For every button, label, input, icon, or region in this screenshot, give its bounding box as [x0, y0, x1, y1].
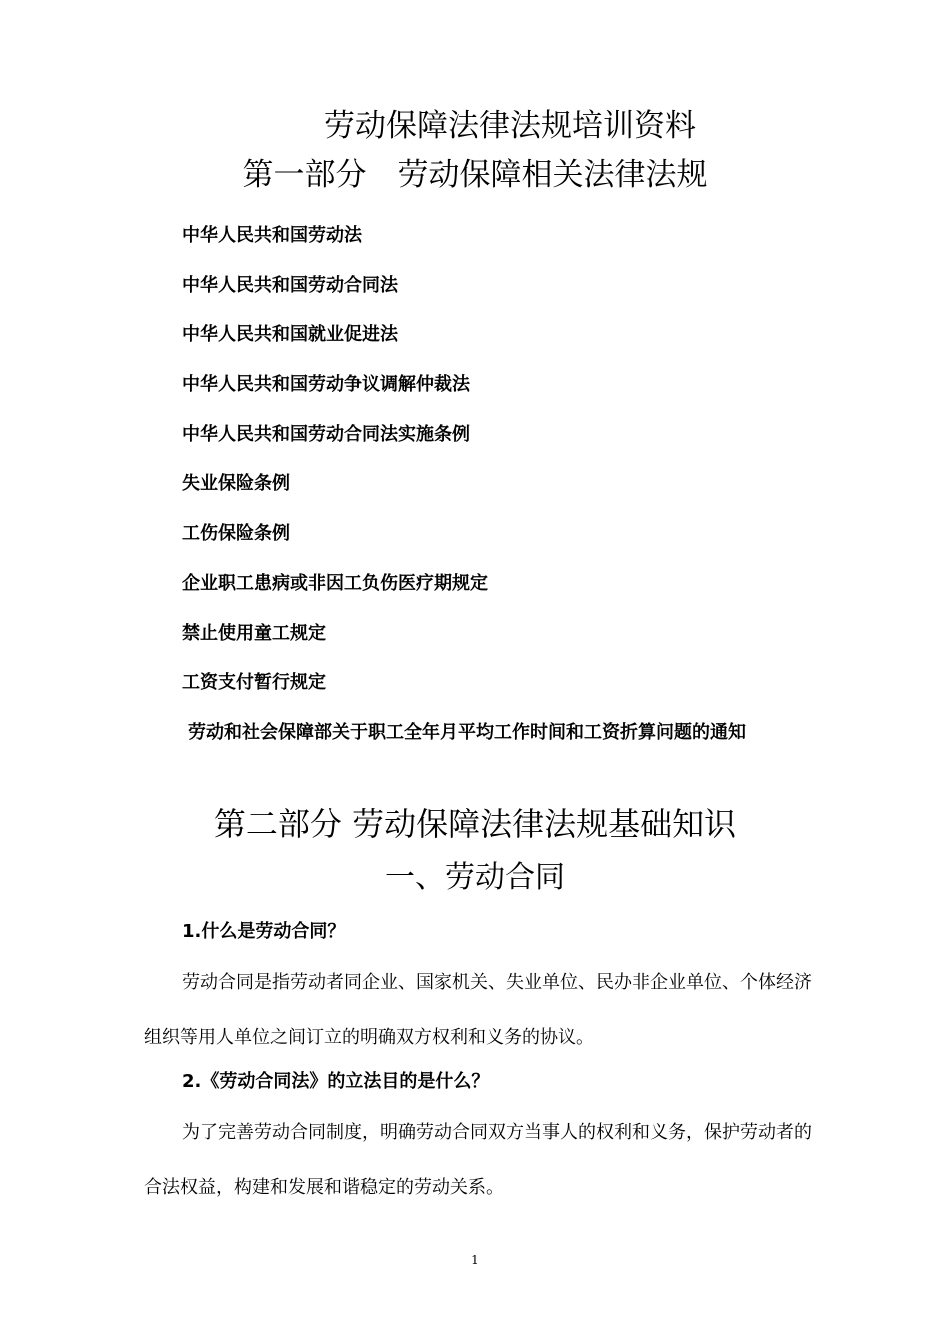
answer-paragraph: 为了完善劳动合同制度，明确劳动合同双方当事人的权利和义务，保护劳动者的合法权益，构建和发展和谐稳定的劳动关系。	[144, 1122, 812, 1198]
list-item: 中华人民共和国劳动合同法	[182, 274, 398, 296]
list-item: 中华人民共和国劳动法	[182, 225, 362, 246]
list-item: 工资支付暂行规定	[182, 672, 326, 694]
part2-heading: 第二部分 劳动保障法律法规基础知识	[213, 805, 737, 843]
answer-paragraph: 劳动合同是指劳动者同企业、国家机关、失业单位、民办非企业单位、个体经济组织等用人单位之间订立的明确双方权利和义务的协议。	[144, 972, 812, 1048]
list-item: 工伤保险条例	[182, 523, 290, 545]
list-item: 中华人民共和国就业促进法	[182, 324, 398, 346]
list-item: 禁止使用童工规定	[182, 622, 326, 644]
list-item: 企业职工患病或非因工负伤医疗期规定	[182, 572, 488, 594]
list-item: 中华人民共和国劳动合同法实施条例	[182, 423, 470, 445]
question-heading: 1.什么是劳动合同？	[182, 921, 346, 942]
page-number: 1	[471, 1253, 479, 1267]
document-title: 劳动保障法律法规培训资料	[324, 108, 696, 144]
law-notice-item: 劳动和社会保障部关于职工全年月平均工作时间和工资折算问题的通知	[188, 722, 746, 743]
part1-heading: 第一部分 劳动保障相关法律法规	[242, 157, 708, 193]
list-item: 失业保险条例	[182, 473, 290, 495]
list-item: 中华人民共和国劳动争议调解仲裁法	[182, 374, 470, 396]
law-list	[182, 222, 488, 719]
question-heading: 2.《劳动合同法》的立法目的是什么？	[182, 1071, 490, 1092]
section-heading: 一、劳动合同	[385, 860, 565, 895]
